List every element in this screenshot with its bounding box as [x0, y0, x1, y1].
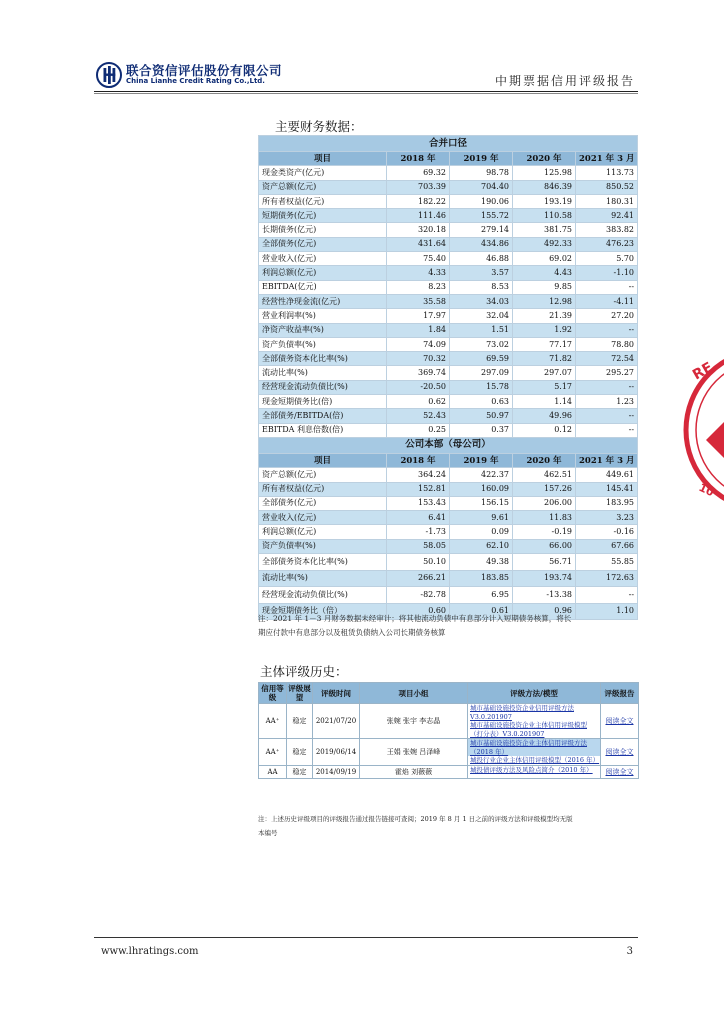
table-row	[259, 554, 638, 571]
header-outlook: 评级展望	[288, 684, 311, 702]
row-value: 846.39	[513, 180, 576, 194]
row-value: 67.66	[576, 539, 638, 553]
row-value: 155.72	[450, 209, 513, 223]
row-value: 1.51	[450, 323, 513, 337]
svg-text:10: 10	[696, 480, 717, 500]
table-row	[259, 409, 638, 423]
header-credit-level: 信用等级	[259, 683, 287, 704]
row-value: -1.10	[576, 266, 638, 280]
row-value: 0.60	[387, 603, 450, 620]
table-row	[259, 570, 638, 587]
parent-caption	[259, 437, 638, 453]
rating-time: 2019/06/14	[313, 739, 360, 766]
history-row	[259, 765, 639, 778]
row-label: 现金短期债务比（倍）	[259, 603, 387, 620]
header-divider	[94, 91, 638, 92]
column-header: 2018 年	[387, 453, 450, 467]
row-value: 297.09	[450, 366, 513, 380]
row-value: 74.09	[387, 337, 450, 351]
column-header: 2021 年 3 月	[576, 152, 638, 166]
history-row	[259, 704, 639, 739]
read-full-report-link[interactable]: 阅读全文	[605, 767, 634, 776]
row-value: -1.73	[387, 525, 450, 539]
row-label: 短期债务(亿元)	[259, 209, 387, 223]
row-value: 3.57	[450, 266, 513, 280]
outlook: 稳定	[287, 765, 313, 778]
row-value: 4.33	[387, 266, 450, 280]
table-row	[259, 539, 638, 553]
row-value: 383.82	[576, 223, 638, 237]
table-row	[259, 294, 638, 308]
row-value: 5.70	[576, 252, 638, 266]
project-team: 王娟 张婉 吕泽峰	[360, 739, 468, 766]
row-label: 资产负债率(%)	[259, 337, 387, 351]
row-label: 全部债务(亿元)	[259, 496, 387, 510]
table-row	[259, 423, 638, 437]
row-label: 营业利润率(%)	[259, 309, 387, 323]
row-value: 46.88	[450, 252, 513, 266]
row-value: 364.24	[387, 468, 450, 482]
column-header: 2019 年	[450, 152, 513, 166]
row-value: 206.00	[513, 496, 576, 510]
header-method-model: 评级方法/模型	[468, 683, 601, 704]
footer-divider	[94, 937, 638, 938]
row-label: 经营现金流动负债比(%)	[259, 380, 387, 394]
svg-text:RE: RE	[690, 359, 716, 384]
company-name-en: China Lianhe Credit Rating Co.,Ltd.	[126, 77, 265, 85]
history-note-line2: 本编号	[258, 829, 278, 837]
row-value: 369.74	[387, 366, 450, 380]
report-cell	[601, 704, 639, 739]
row-value: 1.14	[513, 395, 576, 409]
row-value: --	[576, 587, 638, 604]
table-row	[259, 309, 638, 323]
project-team: 张婉 张宇 李志晶	[360, 704, 468, 739]
row-value: 52.43	[387, 409, 450, 423]
row-value: 27.20	[576, 309, 638, 323]
method-cell	[468, 739, 601, 766]
row-label: 经营性净现金流(亿元)	[259, 294, 387, 308]
row-value: 1.10	[576, 603, 638, 620]
row-value: --	[576, 323, 638, 337]
row-value: 98.78	[450, 166, 513, 180]
row-value: 0.96	[513, 603, 576, 620]
row-value: 9.61	[450, 511, 513, 525]
row-value: 72.54	[576, 352, 638, 366]
header-report: 评级报告	[601, 683, 639, 704]
row-label: EBITDA(亿元)	[259, 280, 387, 294]
row-label: 全部债务资本化比率(%)	[259, 554, 387, 571]
column-header: 2018 年	[387, 152, 450, 166]
consolidated-caption-label: 合并口径	[259, 136, 638, 152]
row-value: -4.11	[576, 294, 638, 308]
read-full-report-link[interactable]: 阅读全文	[605, 747, 634, 756]
row-value: --	[576, 380, 638, 394]
table-row	[259, 223, 638, 237]
method-cell	[468, 765, 601, 778]
row-value: 58.05	[387, 539, 450, 553]
row-value: -20.50	[387, 380, 450, 394]
row-value: -0.19	[513, 525, 576, 539]
column-header: 项目	[259, 152, 387, 166]
row-value: 55.85	[576, 554, 638, 571]
row-value: 476.23	[576, 237, 638, 251]
row-value: 49.38	[450, 554, 513, 571]
row-value: 0.62	[387, 395, 450, 409]
table-row	[259, 337, 638, 351]
rating-time: 2021/07/20	[313, 704, 360, 739]
row-value: 0.12	[513, 423, 576, 437]
history-note	[258, 812, 638, 840]
row-value: 0.63	[450, 395, 513, 409]
rating-time: 2014/09/19	[313, 765, 360, 778]
project-team: 霍焰 刘薇薇	[360, 765, 468, 778]
row-value: 434.86	[450, 237, 513, 251]
row-value: 3.23	[576, 511, 638, 525]
table-row	[259, 395, 638, 409]
financials-note	[258, 612, 638, 640]
method-link[interactable]: 城市基础设施投资企业主体信用评级模型（打分表）V3.0.201907	[470, 721, 587, 738]
row-value: 69.32	[387, 166, 450, 180]
row-value: 182.22	[387, 194, 450, 208]
row-value: 449.61	[576, 468, 638, 482]
row-value: 156.15	[450, 496, 513, 510]
report-title: 中期票据信用评级报告	[494, 74, 635, 88]
row-label: 资产总额(亿元)	[259, 468, 387, 482]
company-name-cn: 联合资信评估股份有限公司	[126, 63, 283, 78]
row-value: 66.00	[513, 539, 576, 553]
row-label: 利润总额(亿元)	[259, 525, 387, 539]
row-value: 0.61	[450, 603, 513, 620]
row-value: 850.52	[576, 180, 638, 194]
read-full-report-link[interactable]: 阅读全文	[605, 717, 634, 725]
history-row	[259, 739, 639, 766]
footer-url[interactable]: www.lhratings.com	[101, 946, 199, 957]
row-value: 492.33	[513, 237, 576, 251]
row-label: 净资产收益率(%)	[259, 323, 387, 337]
row-value: 703.39	[387, 180, 450, 194]
row-value: 50.97	[450, 409, 513, 423]
row-value: -13.38	[513, 587, 576, 604]
row-value: 157.26	[513, 482, 576, 496]
row-value: 69.59	[450, 352, 513, 366]
method-link[interactable]: 城市基础设施投资企业主体信用评级方法（2018 年）	[468, 739, 600, 756]
row-value: 92.41	[576, 209, 638, 223]
row-label: EBITDA 利息倍数(倍)	[259, 423, 387, 437]
row-value: 172.63	[576, 570, 638, 587]
row-label: 所有者权益(亿元)	[259, 194, 387, 208]
row-value: 4.43	[513, 266, 576, 280]
credit-level: AA	[259, 765, 287, 778]
row-label: 现金短期债务比(倍)	[259, 395, 387, 409]
row-value: 279.14	[450, 223, 513, 237]
row-value: 152.81	[387, 482, 450, 496]
row-value: 49.96	[513, 409, 576, 423]
row-label: 资产负债率(%)	[259, 539, 387, 553]
company-logo	[96, 60, 286, 92]
row-value: 297.07	[513, 366, 576, 380]
history-note-line1: 注：上述历史评级项目的评级报告通过报告链接可查阅；2019 年 8 月 1 日之前的评级方法和评级模型均无版	[258, 815, 573, 823]
row-value: 9.85	[513, 280, 576, 294]
row-value: 50.10	[387, 554, 450, 571]
row-value: 75.40	[387, 252, 450, 266]
row-value: 193.19	[513, 194, 576, 208]
row-value: 183.95	[576, 496, 638, 510]
row-value: --	[576, 423, 638, 437]
method-link[interactable]: 城市基础设施投资企业信用评级方法 V3.0.201907	[470, 704, 574, 721]
table-row	[259, 252, 638, 266]
row-label: 现金类资产(亿元)	[259, 166, 387, 180]
table-row	[259, 237, 638, 251]
parent-caption-label: 公司本部（母公司）	[259, 437, 638, 453]
row-value: 1.84	[387, 323, 450, 337]
row-value: 320.18	[387, 223, 450, 237]
credit-level: AA⁺	[259, 704, 287, 739]
column-header: 2020 年	[513, 453, 576, 467]
row-value: 111.46	[387, 209, 450, 223]
row-value: --	[576, 409, 638, 423]
table-row	[259, 266, 638, 280]
company-seal-stamp	[678, 340, 724, 520]
row-value: 8.53	[450, 280, 513, 294]
row-value: 266.21	[387, 570, 450, 587]
row-value: 6.95	[450, 587, 513, 604]
row-value: 190.06	[450, 194, 513, 208]
table-row	[259, 511, 638, 525]
table-row	[259, 366, 638, 380]
report-cell	[601, 765, 639, 778]
row-value: 193.74	[513, 570, 576, 587]
row-value: 11.83	[513, 511, 576, 525]
consolidated-caption	[259, 136, 638, 152]
row-label: 经营现金流动负债比(%)	[259, 587, 387, 604]
row-label: 营业收入(亿元)	[259, 511, 387, 525]
row-value: 431.64	[387, 237, 450, 251]
row-value: 125.98	[513, 166, 576, 180]
row-value: 21.39	[513, 309, 576, 323]
row-value: 17.97	[387, 309, 450, 323]
row-value: 56.71	[513, 554, 576, 571]
row-label: 全部债务资本化比率(%)	[259, 352, 387, 366]
row-label: 利润总额(亿元)	[259, 266, 387, 280]
header-rating-time: 评级时间	[313, 683, 360, 704]
row-value: 0.09	[450, 525, 513, 539]
table-header-row	[259, 453, 638, 467]
row-label: 资产总额(亿元)	[259, 180, 387, 194]
table-row	[259, 280, 638, 294]
row-value: 78.80	[576, 337, 638, 351]
outlook: 稳定	[287, 704, 313, 739]
row-value: 77.17	[513, 337, 576, 351]
row-value: 295.27	[576, 366, 638, 380]
financials-section-title: 主要财务数据：	[275, 119, 363, 134]
row-value: 15.78	[450, 380, 513, 394]
row-value: 1.23	[576, 395, 638, 409]
table-row	[259, 323, 638, 337]
financials-note-line1: 注：2021 年 1－3 月财务数据未经审计；将其他流动负债中有息部分计入短期债务核算，将长	[258, 614, 572, 623]
column-header: 2019 年	[450, 453, 513, 467]
method-link[interactable]: 城投行业企业主体信用评级模型（2016 年）	[470, 756, 600, 764]
table-row	[259, 380, 638, 394]
row-value: 34.03	[450, 294, 513, 308]
table-header-row	[259, 152, 638, 166]
row-value: 70.32	[387, 352, 450, 366]
row-value: 62.10	[450, 539, 513, 553]
row-value: 153.43	[387, 496, 450, 510]
row-value: 704.40	[450, 180, 513, 194]
row-value: 160.09	[450, 482, 513, 496]
table-row	[259, 525, 638, 539]
financials-note-line2: 期应付款中有息部分以及租赁负债纳入公司长期债务核算	[258, 628, 446, 637]
row-value: 35.58	[387, 294, 450, 308]
credit-level: AA⁺	[259, 739, 287, 766]
row-value: 32.04	[450, 309, 513, 323]
row-value: 180.31	[576, 194, 638, 208]
column-header: 项目	[259, 453, 387, 467]
row-value: 183.85	[450, 570, 513, 587]
header-divider-thin	[94, 93, 638, 94]
row-value: 145.41	[576, 482, 638, 496]
row-value: 5.17	[513, 380, 576, 394]
row-value: 0.25	[387, 423, 450, 437]
table-row	[259, 209, 638, 223]
rating-history-table	[258, 682, 639, 779]
row-label: 全部债务(亿元)	[259, 237, 387, 251]
table-row	[259, 587, 638, 604]
row-label: 营业收入(亿元)	[259, 252, 387, 266]
row-value: 381.75	[513, 223, 576, 237]
row-value: 0.37	[450, 423, 513, 437]
row-label: 长期债务(亿元)	[259, 223, 387, 237]
table-row	[259, 352, 638, 366]
table-row	[259, 194, 638, 208]
method-link[interactable]: 城投债评级方法及风险点简介（2010 年）	[470, 765, 593, 774]
row-value: 113.73	[576, 166, 638, 180]
row-value: 71.82	[513, 352, 576, 366]
header-project-team: 项目小组	[360, 683, 468, 704]
lianhe-logo-icon	[96, 62, 122, 88]
row-value: 462.51	[513, 468, 576, 482]
row-value: 12.98	[513, 294, 576, 308]
row-value: 6.41	[387, 511, 450, 525]
table-row	[259, 180, 638, 194]
column-header: 2020 年	[513, 152, 576, 166]
row-value: 1.92	[513, 323, 576, 337]
row-label: 所有者权益(亿元)	[259, 482, 387, 496]
row-value: -0.16	[576, 525, 638, 539]
row-value: 69.02	[513, 252, 576, 266]
row-value: --	[576, 280, 638, 294]
report-cell	[601, 739, 639, 766]
outlook: 稳定	[287, 739, 313, 766]
row-value: 73.02	[450, 337, 513, 351]
row-value: -82.78	[387, 587, 450, 604]
table-row	[259, 496, 638, 510]
table-row	[259, 166, 638, 180]
row-value: 8.23	[387, 280, 450, 294]
history-section-title: 主体评级历史：	[260, 664, 348, 679]
row-value: 110.58	[513, 209, 576, 223]
method-cell	[468, 704, 601, 739]
table-row	[259, 482, 638, 496]
page-number: 3	[626, 946, 633, 957]
column-header: 2021 年 3 月	[576, 453, 638, 467]
row-label: 流动比率(%)	[259, 366, 387, 380]
row-label: 全部债务/EBITDA(倍)	[259, 409, 387, 423]
table-row	[259, 468, 638, 482]
row-label: 流动比率(%)	[259, 570, 387, 587]
financial-data-table	[258, 135, 638, 620]
row-value: 422.37	[450, 468, 513, 482]
